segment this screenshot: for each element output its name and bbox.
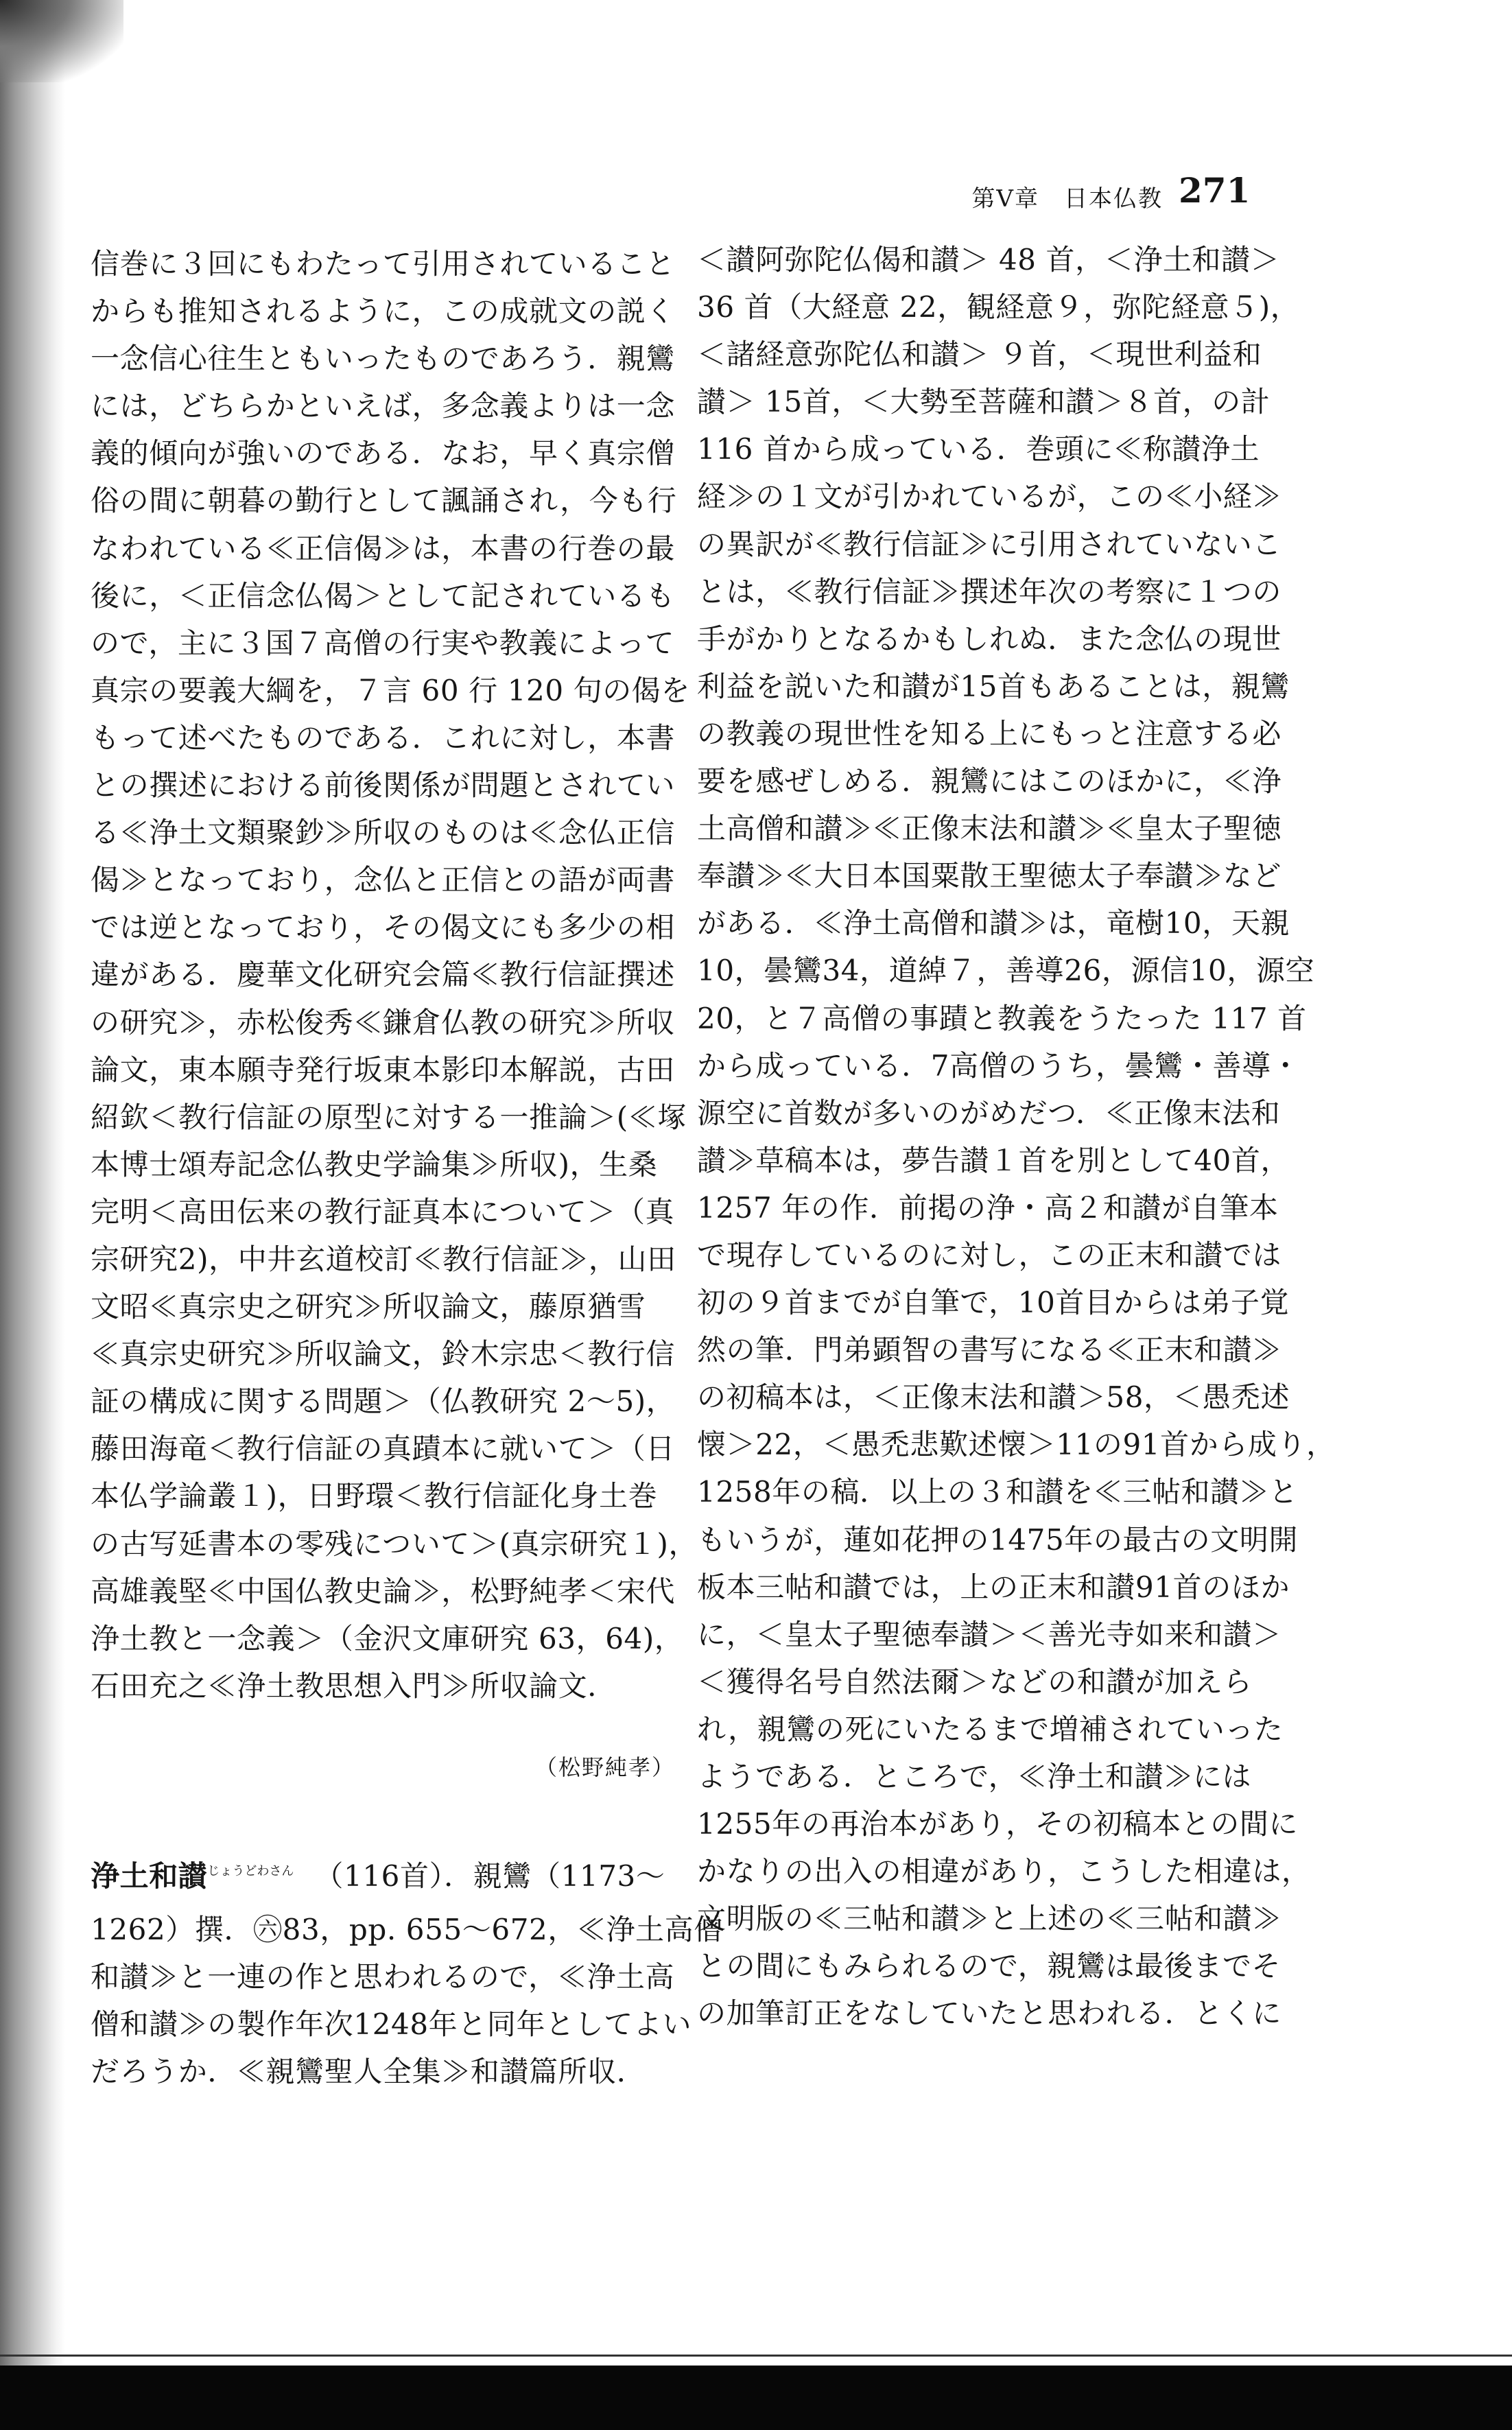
scan-bottom-rule: [0, 2355, 1512, 2357]
text-line: もいうが，蓮如花押の1475年の最古の文明開: [697, 1522, 1299, 1557]
text-line: 論文，東本願寺発行坂東本影印本解説，古田: [91, 1052, 676, 1087]
text-line: 真宗の要義大綱を，７言 60 行 120 句の偈を: [91, 673, 691, 707]
text-line: で現存しているのに対し，この正末和讃では: [697, 1238, 1282, 1272]
text-line: ＜諸経意弥陀仏和讃＞ ９首，＜現世利益和: [697, 338, 1262, 372]
text-line: かなりの出入の相違があり，こうした相違は，: [697, 1854, 1311, 1889]
text-line: 証の構成に関する問題＞（仏教研究 2～5)，: [91, 1384, 676, 1419]
text-line: 紹欽＜教行信証の原型に対する一推論＞(≪塚: [91, 1100, 687, 1134]
scan-bottom-band: [0, 2366, 1512, 2430]
text-line: 懐＞22，＜愚禿悲歎述懐＞11の91首から成り，: [697, 1428, 1336, 1462]
text-line: ＜獲得名号自然法爾＞などの和讃が加えら: [697, 1664, 1253, 1699]
text-line: だろうか．≪親鸞聖人全集≫和讃篇所収．: [91, 2055, 646, 2089]
text-line: の加筆訂正をなしていたと思われる．とくに: [697, 1996, 1282, 2031]
dictionary-entry: [91, 1852, 723, 2095]
text-line: 初の９首までが自筆で，10首目からは弟子覚: [697, 1286, 1290, 1320]
text-line: 讃＞ 15首，＜大勢至菩薩和讃＞８首，の計: [697, 385, 1271, 419]
text-line: れ，親鸞の死にいたるまで増補されていった: [697, 1712, 1284, 1746]
text-line: 板本三帖和讃では，上の正末和讃91首のほか: [697, 1570, 1290, 1604]
text-line: 20，と７高僧の事蹟と教義をうたった 117 首: [697, 1001, 1307, 1035]
text-line: との間にもみられるので，親鸞は最後までそ: [697, 1949, 1281, 1983]
text-line: る≪浄土文類聚鈔≫所収のものは≪念仏正信: [91, 816, 676, 850]
author-attribution: （松野純孝）: [535, 1754, 676, 1780]
text-line: 文明版の≪三帖和讃≫と上述の≪三帖和讃≫: [697, 1902, 1282, 1936]
text-line: ≪真宗史研究≫所収論文，鈴木宗忠＜教行信: [91, 1337, 676, 1371]
text-line: に，＜皇太子聖徳奉讃＞＜善光寺如来和讃＞: [697, 1617, 1282, 1651]
text-line: 違がある．慶華文化研究会篇≪教行信証撰述: [91, 958, 676, 992]
text-line: ので，主に３国７高僧の行実や教義によって: [91, 626, 675, 660]
text-line: 高雄義堅≪中国仏教史論≫，松野純孝＜宋代: [91, 1574, 676, 1608]
text-line: 利益を説いた和讃が15首もあることは，親鸞: [697, 669, 1290, 703]
text-line: 文昭≪真宗史之研究≫所収論文，藤原猶雪: [91, 1290, 646, 1324]
text-line: 俗の間に朝暮の勤行として諷誦され，今も行: [91, 484, 677, 518]
text-line: からも推知されるように，この成就文の説く: [91, 294, 676, 329]
page-edge-shadow: [0, 0, 65, 2430]
entry-first-line-text: （116首）．親鸞（1173～: [314, 1859, 665, 1893]
text-line: の古写延書本の零残について＞(真宗研究１)，: [91, 1526, 698, 1561]
text-line: 1262）撰．㊅83，pp. 655～672，≪浄土高僧: [91, 1913, 723, 1947]
text-line: 石田充之≪浄土教思想入門≫所収論文．: [91, 1668, 617, 1703]
text-line: 僧和讃≫の製作年次1248年と同年としてよい: [91, 2007, 692, 2042]
text-line: ＜讃阿弥陀仏偈和讃＞ 48 首，＜浄土和讃＞: [697, 243, 1280, 276]
running-header-chapter: 第V章 日本仏教: [971, 185, 1163, 213]
left-column-text: [91, 240, 698, 1710]
text-line: 讃≫草稿本は，夢告讃１首を別として40首，: [697, 1143, 1290, 1177]
text-line: 源空に首数が多いのがめだつ．≪正像末法和: [697, 1096, 1281, 1130]
text-line: の教義の現世性を知る上にもっと注意する必: [697, 716, 1282, 751]
text-line: なわれている≪正信偈≫は，本書の行巻の最: [91, 531, 676, 565]
text-line: 要を感ぜしめる．親鸞にはこのほかに，≪浄: [697, 764, 1282, 799]
entry-first-line: [91, 1852, 665, 1906]
text-line: とは，≪教行信証≫撰述年次の考察に１つの: [697, 574, 1282, 609]
text-line: もって述べたものである．これに対し，本書: [91, 720, 676, 755]
text-line: 経≫の１文が引かれているが，この≪小経≫: [697, 480, 1282, 514]
text-line: ようである．ところで，≪浄土和讃≫には: [697, 1760, 1252, 1793]
text-line: 土高僧和讃≫≪正像末法和讃≫≪皇太子聖徳: [697, 812, 1282, 846]
text-line: 信巻に３回にもわたって引用されていること: [91, 247, 676, 281]
text-line: 完明＜高田伝来の教行証真本について＞（真: [91, 1194, 675, 1229]
text-line: 1257 年の作．前掲の浄・高２和讃が自筆本: [697, 1190, 1279, 1225]
page-corner-shadow: [0, 0, 123, 82]
right-column-text: [697, 236, 1336, 2038]
text-line: 和讃≫と一連の作と思われるので，≪浄土高: [91, 1960, 675, 1994]
text-line: から成っている．7高僧のうち，曇鸞・善導・: [697, 1048, 1301, 1083]
text-line: 116 首から成っている．巻頭に≪称讃浄土: [697, 432, 1260, 467]
text-line: 奉讃≫≪大日本国粟散王聖徳太子奉讃≫など: [697, 859, 1282, 893]
text-line: 藤田海竜＜教行信証の真蹟本に就いて＞（日: [91, 1432, 676, 1466]
text-line: の初稿本は，＜正像末法和讃＞58，＜愚禿述: [697, 1380, 1290, 1415]
text-line: 手がかりとなるかもしれぬ．また念仏の現世: [697, 622, 1282, 656]
text-line: 10，曇鸞34，道綽７，善導26，源信10，源空: [697, 954, 1315, 988]
text-line: の研究≫，赤松俊秀≪鎌倉仏教の研究≫所収: [91, 1005, 676, 1039]
text-line: の異訳が≪教行信証≫に引用されていないこ: [697, 527, 1282, 561]
entry-reading: じょうどわさん: [207, 1864, 294, 1878]
text-line: 浄土教と一念義＞（金沢文庫研究 63，64)，: [91, 1621, 684, 1655]
text-line: 義的傾向が強いのである．なお，早く真宗僧: [91, 436, 676, 471]
text-line: 本仏学論叢１)，日野環＜教行信証化身土巻: [91, 1479, 658, 1513]
page-number: 271: [1179, 170, 1251, 211]
text-line: 本博士頌寿記念仏教史学論集≫所収)，生桑: [91, 1147, 658, 1181]
entry-headword: 浄土和讃: [91, 1859, 208, 1893]
text-line: 宗研究2)，中井玄道校訂≪教行信証≫，山田: [91, 1242, 676, 1276]
text-line: 一念信心往生ともいったものであろう．親鸞: [91, 342, 676, 376]
text-line: 然の筆．門弟顕智の書写になる≪正末和讃≫: [697, 1333, 1282, 1367]
text-line: 1258年の稿．以上の３和讃を≪三帖和讃≫と: [697, 1475, 1299, 1509]
text-line: 36 首（大経意 22，観経意９，弥陀経意５)，: [697, 290, 1300, 325]
text-line: との撰述における前後関係が問題とされてい: [91, 768, 676, 803]
text-line: では逆となっており，その偈文にも多少の相: [91, 910, 676, 945]
text-line: 後に，＜正信念仏偈＞として記されているも: [91, 578, 676, 613]
text-line: には，どちらかといえば，多念義よりは一念: [91, 389, 676, 423]
text-line: がある．≪浄土高僧和讃≫は，竜樹10，天親: [697, 906, 1290, 941]
text-line: 偈≫となっており，念仏と正信との語が両書: [91, 863, 676, 897]
text-line: 1255年の再治本があり，その初稿本との間に: [697, 1807, 1299, 1841]
